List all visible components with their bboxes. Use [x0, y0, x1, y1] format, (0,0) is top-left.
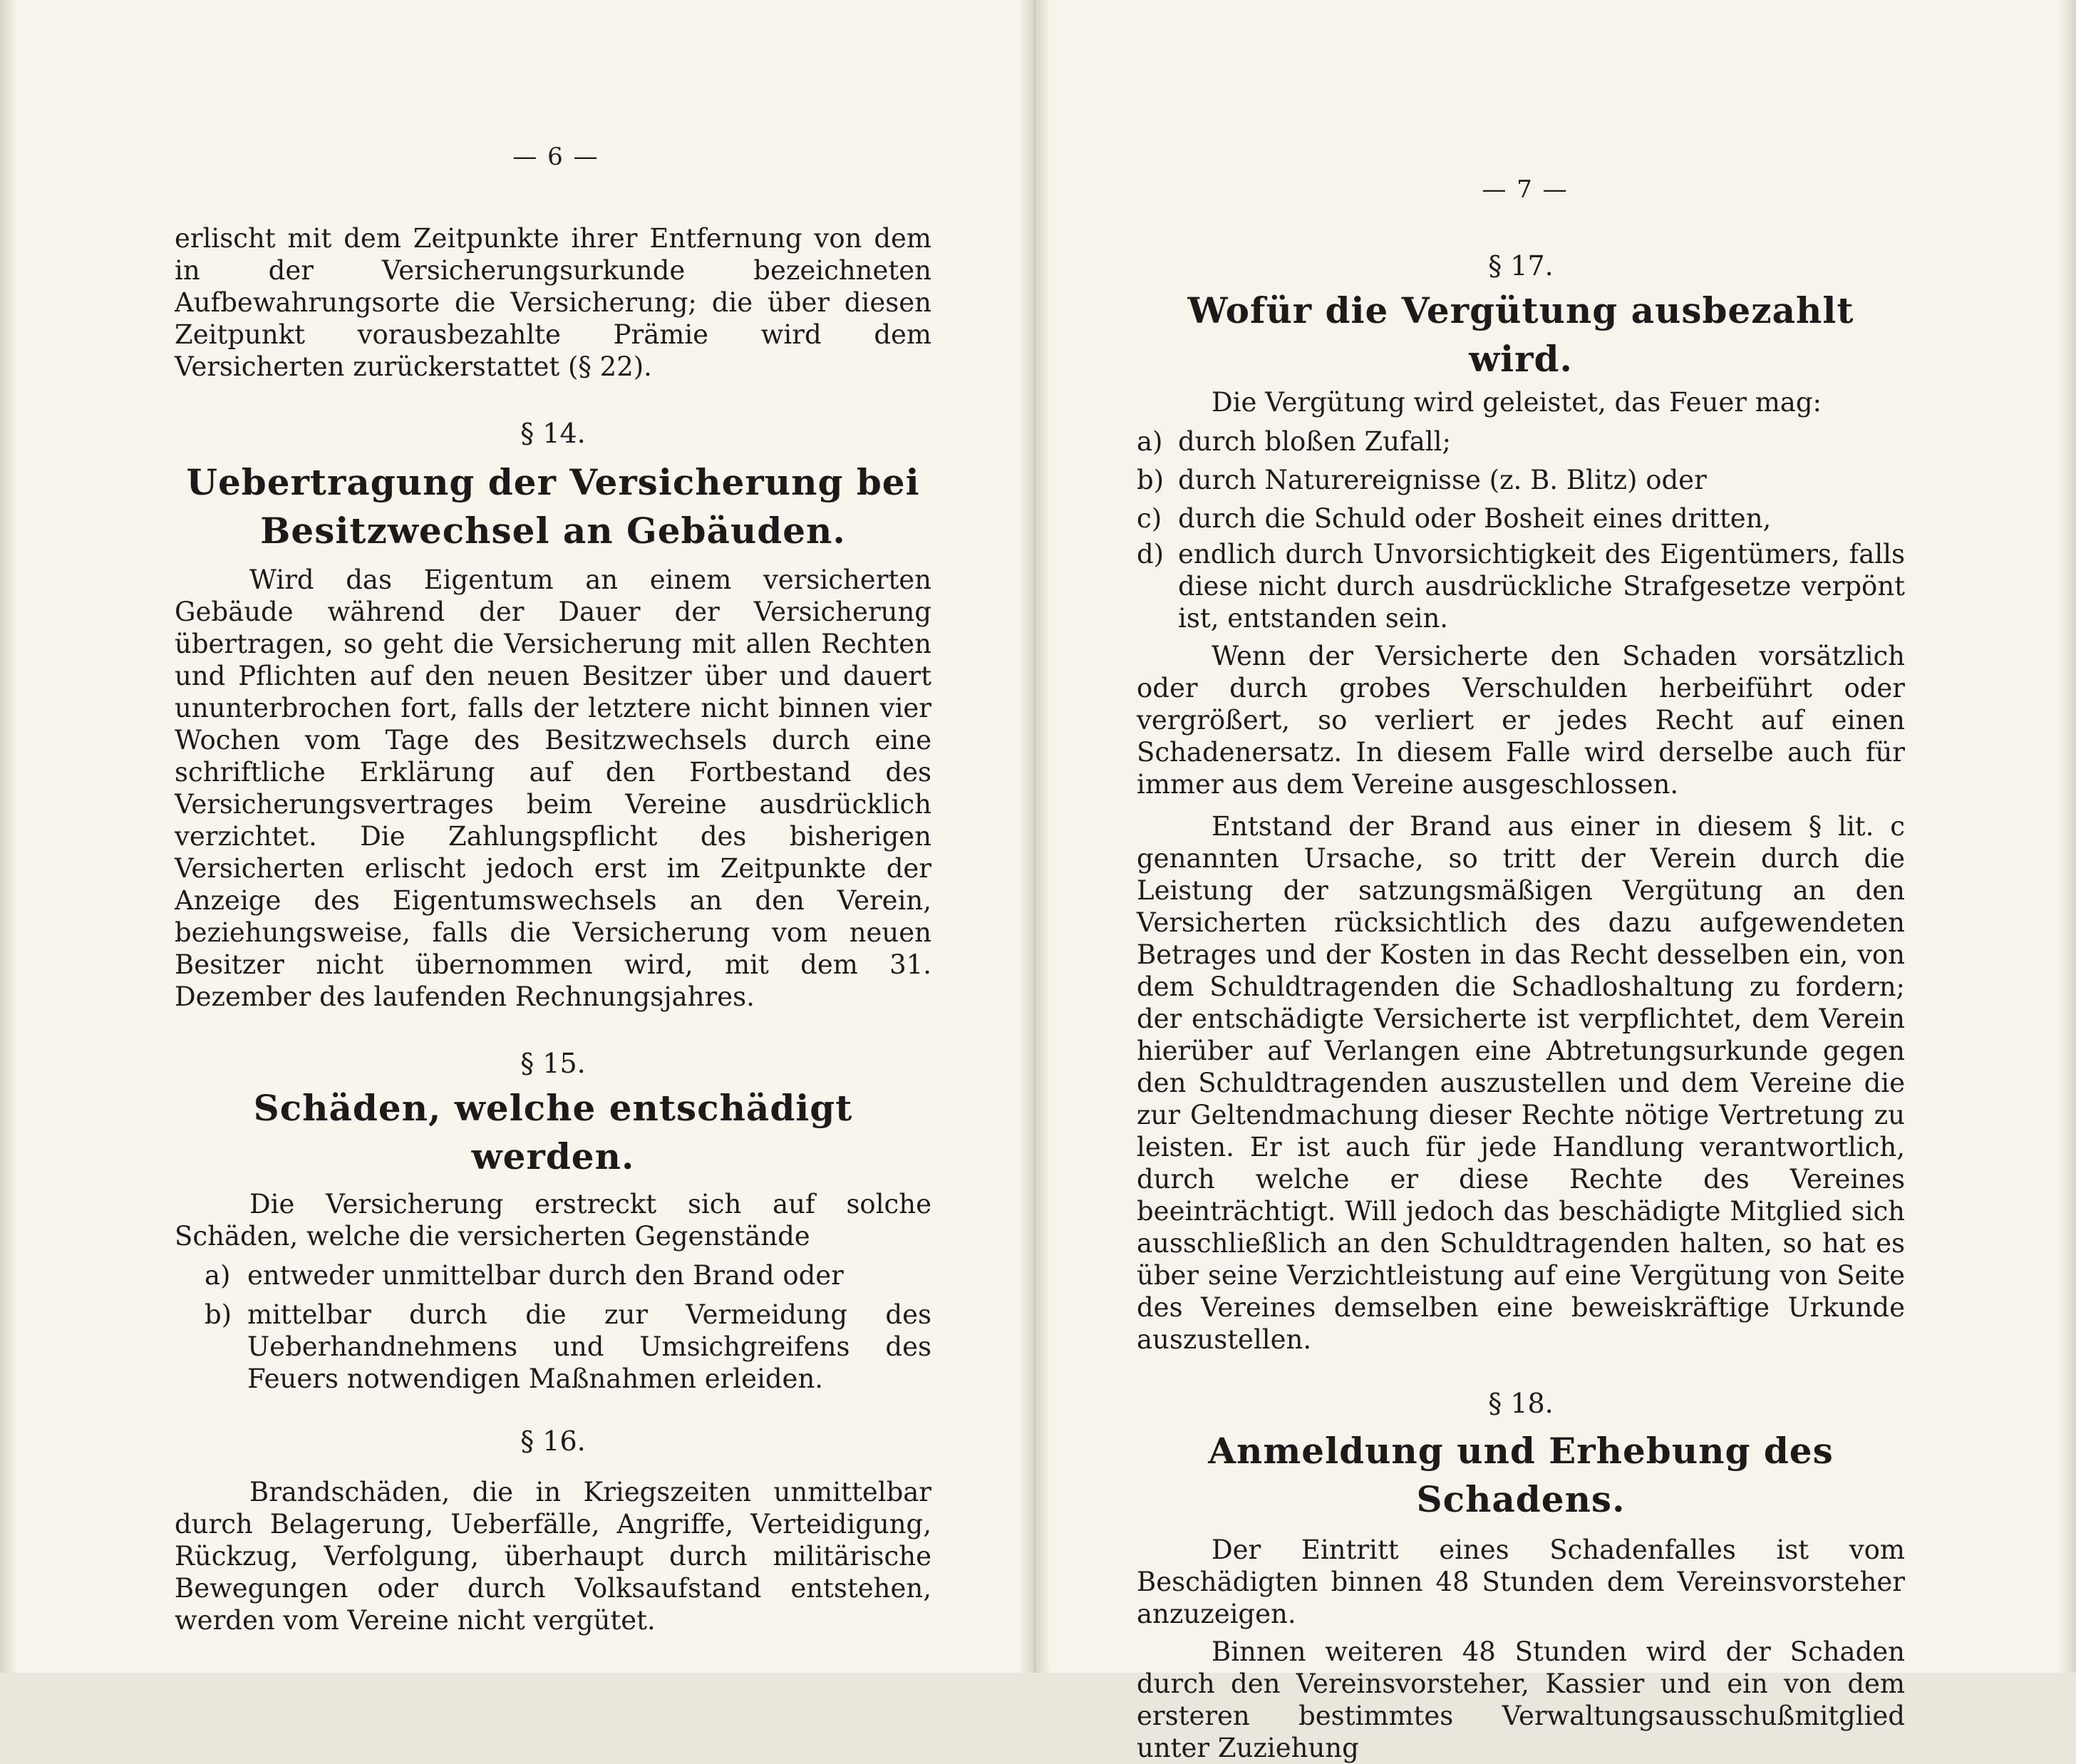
section-14-paragraph: Wird das Eigentum an einem versicherten Gebäude während der Dauer der Versicherung übertragen, so geht die Versicherung mit allen Rechten und Pflichten auf den neuen Besitzer über und dauert ununterbrochen fort, falls der letztere nicht binnen vier Wochen vom Tage des Besitzwechsels durch eine schriftliche Erklärung auf den Fortbestand des Versicherungsvertrages beim Vereine ausdrücklich verzichtet. Die Zahlungspflicht des bisherigen Versicherten erlischt jedoch erst im Zeitpunkte der Anzeige des Eigentumswechsels an den Verein, beziehungsweise, falls die Versicherung vom neuen Besitzer nicht übernommen wird, mit dem 31. Dezember des laufenden Rechnungsjahres.	[175, 564, 931, 1012]
page-number: — 7 —	[1482, 175, 1569, 204]
list-item	[1137, 461, 1905, 500]
list-item	[1137, 538, 1905, 634]
list-item	[1137, 423, 1905, 461]
list-item-text: endlich durch Unvorsichtigkeit des Eigentümers, falls diese nicht durch ausdrückliche Strafgesetze verpönt ist, entstanden sein.	[1178, 539, 1905, 634]
section-17-number: § 17.	[1488, 250, 1554, 282]
list-item-text: durch Naturereignisse (z. B. Blitz) oder	[1178, 465, 1707, 495]
section-16-number: § 16.	[520, 1425, 586, 1457]
section-18-title: Anmeldung und Erhebung des Schadens.	[1208, 1430, 1834, 1520]
list-marker: a)	[1137, 426, 1163, 457]
section-15-intro: Die Versicherung erstreckt sich auf solche Schäden, welche die versicherten Gegenstände	[175, 1189, 931, 1252]
left-page	[0, 0, 1033, 1673]
list-item-text: mittelbar durch die zur Vermeidung des Ueberhandnehmens und Umsichgreifens des Feuers notwendigen Maßnahmen erleiden.	[247, 1299, 931, 1394]
list-marker: a)	[205, 1260, 231, 1291]
list-item	[175, 1299, 931, 1395]
list-marker: d)	[1137, 539, 1164, 569]
section-18-number: § 18.	[1488, 1388, 1554, 1419]
section-15-list	[175, 1259, 931, 1395]
section-18-paragraph-2: Binnen weiteren 48 Stunden wird der Schaden durch den Vereinsvorsteher, Kassier und ein von dem ersteren bestimmtes Verwaltungsausschußmitglied unter Zuziehung	[1137, 1636, 1905, 1763]
section-18-paragraph-1: Der Eintritt eines Schadenfalles ist vom Beschädigten binnen 48 Stunden dem Vereinsvorsteher anzuzeigen.	[1137, 1535, 1905, 1629]
section-15-number: § 15.	[520, 1048, 586, 1079]
list-marker: c)	[1137, 503, 1162, 534]
right-page	[1033, 0, 2076, 1763]
section-16-paragraph: Brandschäden, die in Kriegszeiten unmittelbar durch Belagerung, Ueberfälle, Angriffe, Verteidigung, Rückzug, Verfolgung, überhaupt durch militärische Bewegungen oder durch Volksaufstand entstehen, werden vom Vereine nicht vergütet.	[175, 1477, 931, 1636]
section-17-intro: Die Vergütung wird geleistet, das Feuer mag:	[1212, 387, 1822, 418]
left-text-column	[175, 222, 931, 1636]
list-item-text: entweder unmittelbar durch den Brand oder	[247, 1260, 844, 1291]
section-15-title: Schäden, welche entschädigt werden.	[253, 1087, 853, 1177]
section-17-paragraph-3: Entstand der Brand aus einer in diesem § lit. c genannten Ursache, so tritt der Verein durch die Leistung der satzungsmäßigen Vergütung an den Versicherten rücksichtlich des dazu aufgewendeten Betrages und der Kosten in das Recht desselben ein, von dem Schuldtragenden die Schadloshaltung zu fordern; der entschädigte Versicherte ist verpflichtet, dem Verein hierüber auf Verlangen eine Abtretungsurkunde gegen den Schuldtragenden auszustellen und dem Vereine die zur Geltendmachung dieser Rechte nötige Vertretung zu leisten. Er ist auch für jede Handlung verantwortlich, durch welche er diese Rechte des Vereines beeinträchtigt. Will jedoch das beschädigte Mitglied sich ausschließlich an den Schuldtragenden halten, so hat es über seine Verzichtleistung auf eine Vergütung von Seite des Vereines demselben eine beweiskräftige Urkunde auszustellen.	[1137, 811, 1905, 1355]
section-14-number: § 14.	[520, 418, 586, 449]
right-text-column	[1137, 249, 1905, 1764]
list-item	[175, 1259, 931, 1291]
section-17-list	[1137, 423, 1905, 634]
section-17-paragraph-2: Wenn der Versicherte den Schaden vorsätzlich oder durch grobes Verschulden herbeiführt oder vergrößert, so verliert er jedes Recht auf einen Schadenersatz. In diesem Falle wird derselbe auch für immer aus dem Vereine ausgeschlossen.	[1137, 641, 1905, 800]
page-number: — 6 —	[512, 143, 599, 171]
page-edge-shadow	[0, 0, 17, 1673]
list-marker: b)	[1137, 465, 1164, 495]
section-17-title: Wofür die Vergütung ausbezahlt wird.	[1187, 289, 1854, 380]
list-item-text: durch die Schuld oder Bosheit eines dritten,	[1178, 503, 1772, 534]
page-edge-shadow	[2059, 0, 2076, 1673]
section-14-title-line2: Besitzwechsel an Gebäuden.	[260, 510, 846, 552]
list-marker: b)	[205, 1299, 232, 1330]
list-item-text: durch bloßen Zufall;	[1178, 426, 1451, 457]
list-item	[1137, 500, 1905, 538]
continuation-paragraph: erlischt mit dem Zeitpunkte ihrer Entfernung von dem in der Versicherungsurkunde bezeichneten Aufbewahrungsorte die Versicherung; die über diesen Zeitpunkt vorausbezahlte Prämie wird dem Versicherten zurückerstattet (§ 22).	[175, 223, 931, 382]
book-gutter	[1021, 0, 1049, 1673]
section-14-title-line1: Uebertragung der Versicherung bei	[186, 461, 920, 503]
